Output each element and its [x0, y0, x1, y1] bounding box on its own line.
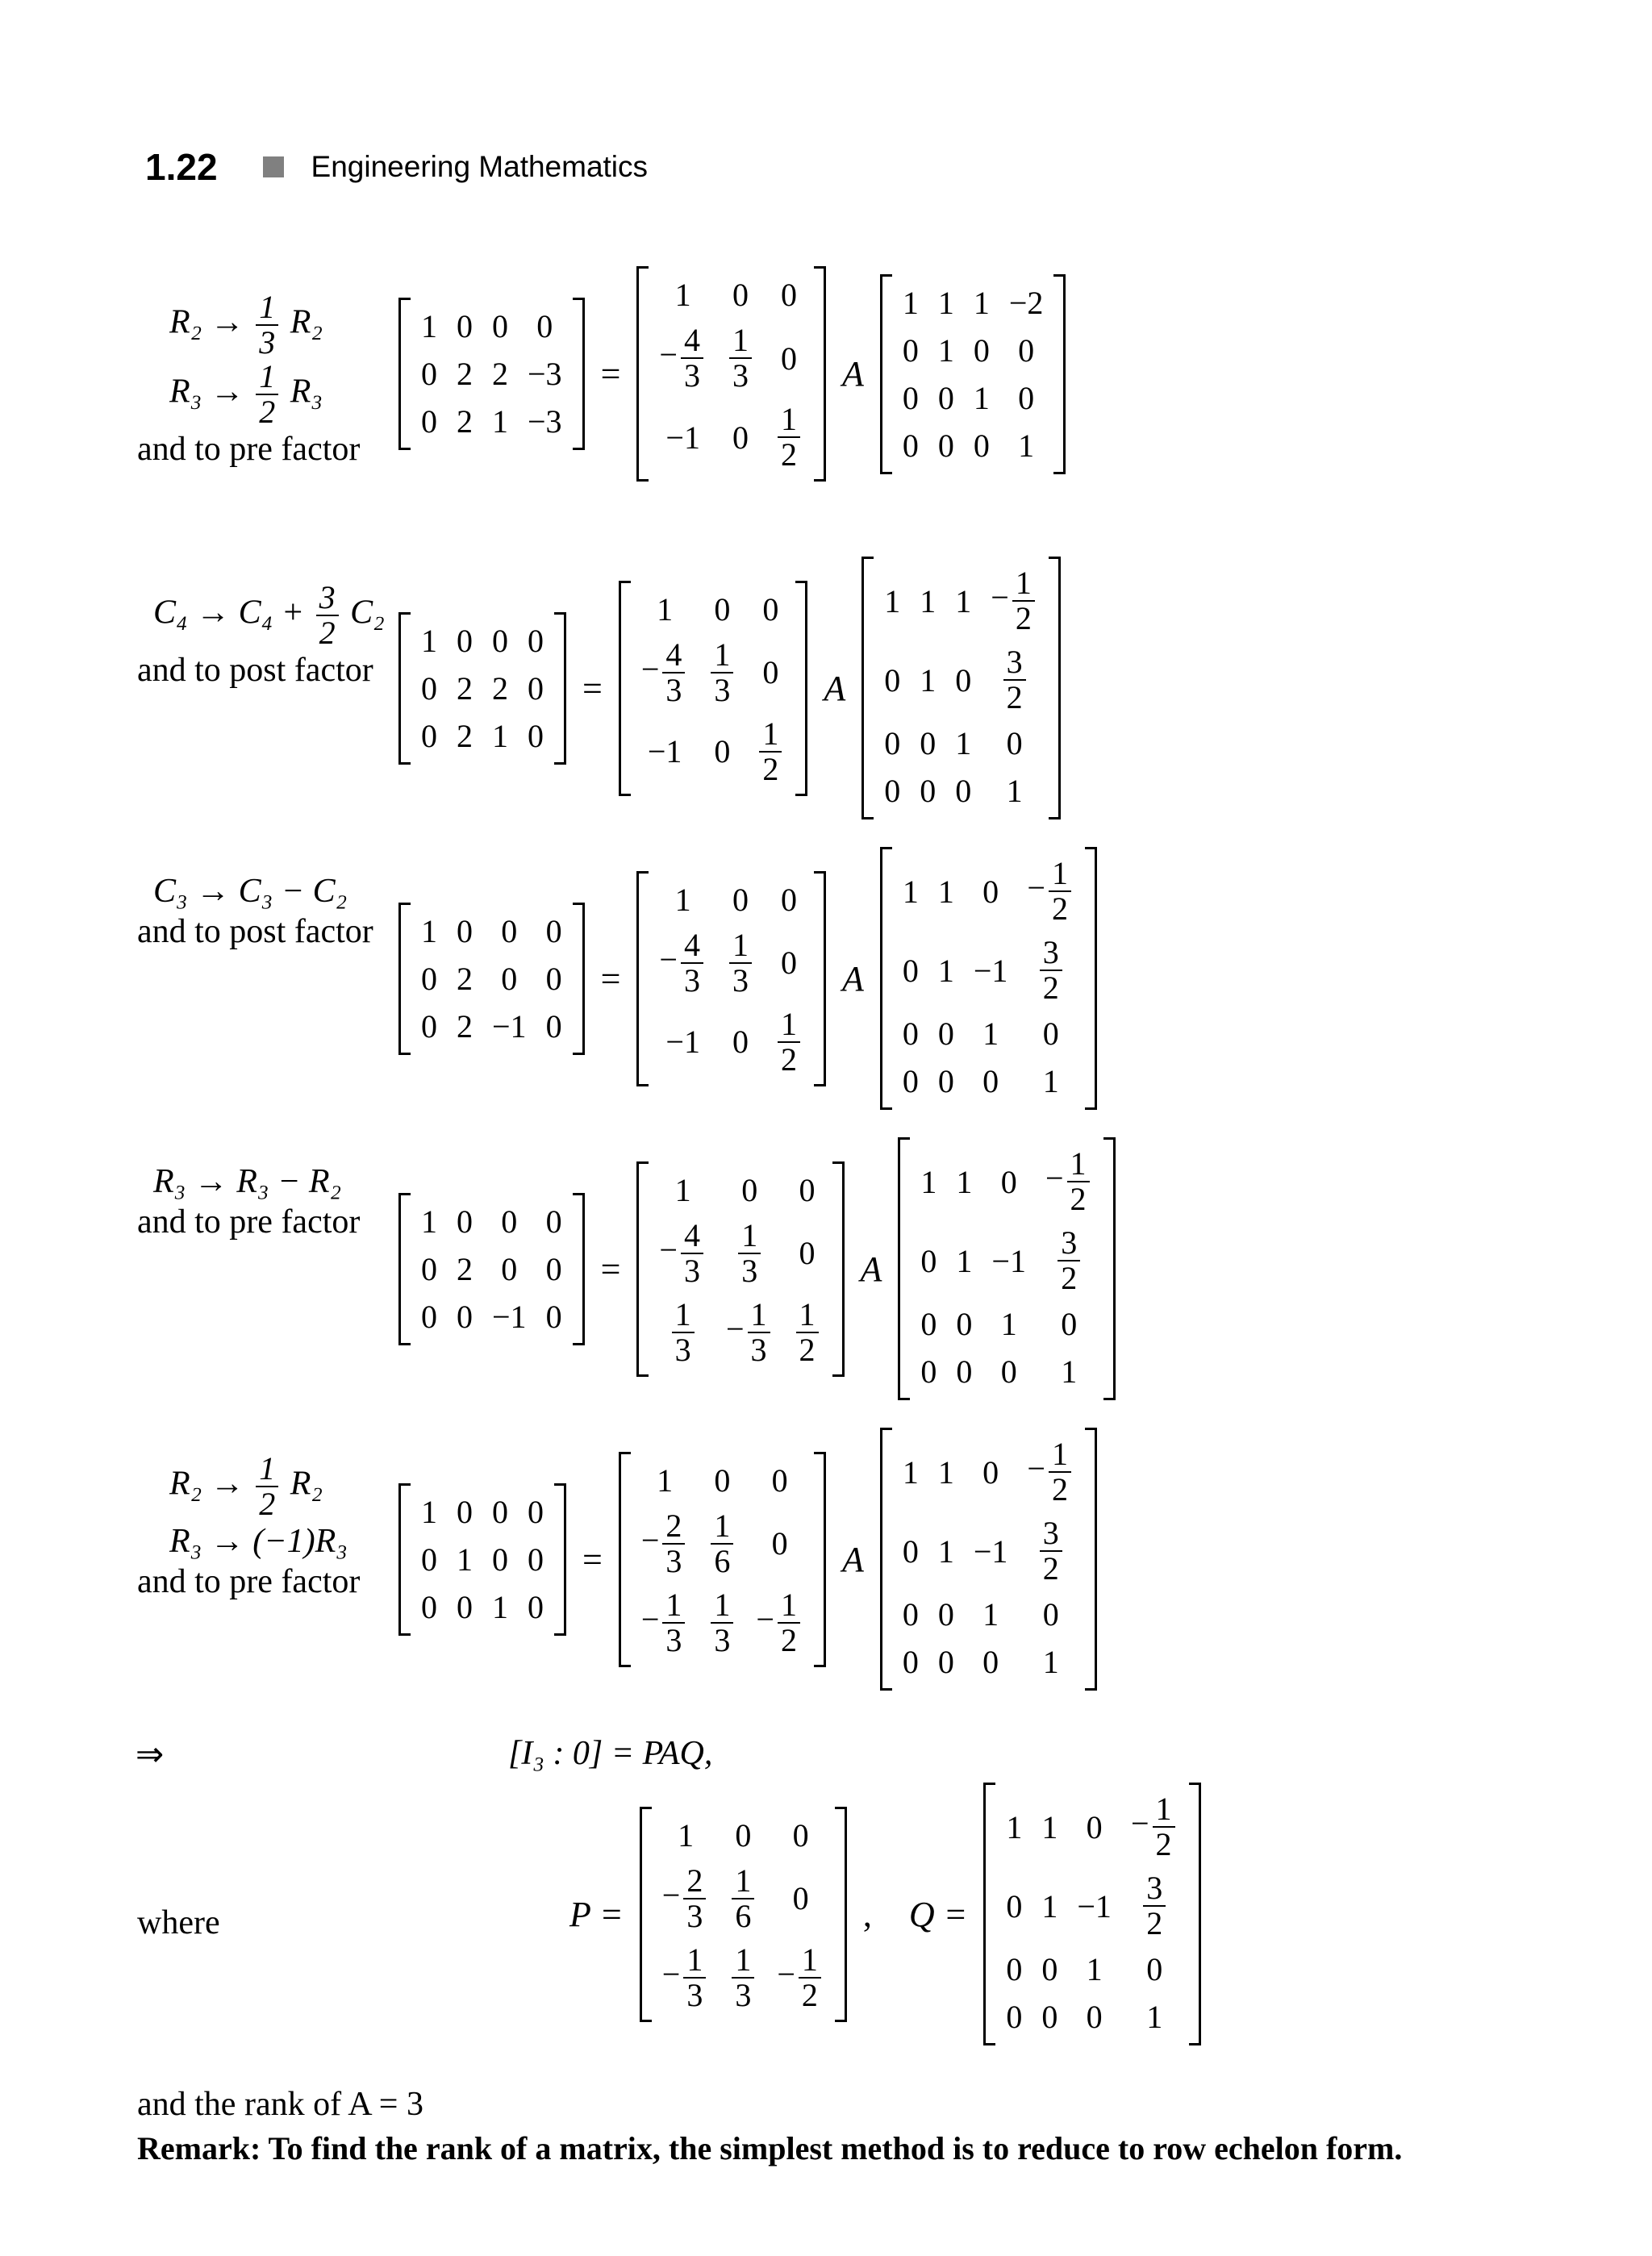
matrix-cell: 0	[1018, 332, 1035, 369]
matrix-cell: 0	[714, 590, 731, 628]
matrix-cell: 1	[956, 1163, 973, 1200]
matrix-cell: 0	[457, 1493, 473, 1530]
matrix-cell: 0	[457, 308, 473, 344]
matrix-cell: $\frac{1}{3}$	[716, 319, 765, 398]
matrix-cell: 0	[762, 590, 779, 628]
p-matrix	[636, 871, 826, 1086]
matrix-cell: 2	[457, 669, 473, 707]
matrix-cell: 0	[732, 881, 749, 918]
matrix-cell: 1	[1041, 1808, 1058, 1845]
matrix-cell: − $\frac{2}{3}$	[632, 1504, 699, 1583]
matrix-cell: −1	[492, 1298, 527, 1335]
matrix-cell: 0	[884, 725, 901, 761]
lhs-matrix	[398, 298, 585, 450]
matrix-cell: $\frac{3}{2}$	[1017, 1512, 1084, 1591]
matrix-cell: 0	[545, 1007, 562, 1045]
matrix-cell: −2	[1008, 284, 1044, 321]
matrix-cell: $\frac{1}{2}$	[765, 398, 813, 477]
matrix-cell: 1	[421, 1203, 437, 1240]
matrix-cell: 1	[421, 308, 437, 344]
q-matrix	[880, 847, 1097, 1110]
matrix-cell: 0	[902, 427, 919, 464]
matrix-cell: 0	[982, 873, 999, 910]
matrix-cell: 0	[1006, 1999, 1023, 2035]
matrix-cell: 2	[492, 669, 508, 707]
matrix-cell: 1	[937, 284, 954, 321]
matrix-cell: 0	[421, 403, 437, 440]
matrix-cell: 0	[1041, 1951, 1058, 1987]
matrix-a-symbol: A	[860, 1249, 882, 1289]
matrix-cell: 0	[1006, 725, 1023, 761]
matrix-cell: 0	[1006, 1887, 1023, 1924]
matrix-cell: 1	[902, 873, 919, 910]
matrix-cell: 1	[457, 1541, 473, 1578]
final-matrices	[565, 1783, 1212, 2045]
final-q-matrix	[983, 1783, 1200, 2045]
matrix-cell: 0	[902, 1596, 919, 1633]
matrix-cell: 0	[421, 669, 437, 707]
matrix-cell: 0	[982, 1453, 999, 1491]
matrix-cell: 0	[920, 773, 937, 809]
matrix-cell: − $\frac{4}{3}$	[649, 319, 716, 398]
matrix-cell: 1	[902, 284, 919, 321]
implies-symbol: ⇒	[136, 1737, 165, 1774]
matrix-cell: 0	[501, 960, 518, 997]
matrix-cell: 0	[884, 773, 901, 809]
step-note: and to pre factor	[137, 1203, 361, 1241]
matrix-cell: − $\frac{1}{2}$	[1017, 852, 1084, 931]
matrix-cell: 0	[902, 379, 919, 416]
matrix-cell: 1	[937, 332, 954, 369]
matrix-cell: $\frac{1}{3}$	[716, 1214, 783, 1293]
matrix-cell: 1	[492, 717, 508, 754]
matrix-cell: −3	[528, 403, 562, 440]
matrix-cell: $\frac{1}{3}$	[649, 1293, 716, 1372]
matrix-cell: 0	[884, 661, 901, 698]
matrix-cell: 1	[937, 873, 954, 910]
matrix-cell: 1	[421, 1493, 437, 1530]
matrix-cell: 0	[528, 717, 544, 754]
remark: Remark: To find the rank of a matrix, the simplest method is to reduce to row echelon form.	[137, 2130, 1403, 2166]
matrix-cell: 0	[545, 1250, 562, 1287]
matrix-cell: − $\frac{1}{2}$	[1121, 1787, 1188, 1866]
matrix-cell: 0	[501, 1203, 518, 1240]
matrix-cell: 0	[528, 1588, 544, 1625]
matrix-cell: 0	[528, 1493, 544, 1530]
matrix-cell: 0	[956, 1306, 973, 1342]
matrix-cell: 0	[732, 277, 749, 313]
matrix-equation	[387, 1137, 1127, 1400]
matrix-cell: 0	[421, 717, 437, 754]
matrix-cell: 0	[771, 1525, 788, 1562]
matrix-cell: 1	[956, 1242, 973, 1279]
p-matrix	[636, 266, 826, 482]
matrix-equation	[387, 266, 1077, 482]
matrix-cell: 0	[902, 952, 919, 989]
where-label: where	[137, 1904, 220, 1941]
matrix-a-symbol: A	[824, 668, 846, 708]
matrix-cell: 0	[457, 1588, 473, 1625]
matrix-cell: $\frac{3}{2}$	[981, 640, 1048, 719]
lhs-matrix	[398, 1193, 585, 1345]
matrix-cell: 1	[674, 277, 691, 313]
matrix-a-symbol: A	[841, 958, 864, 999]
matrix-cell: 1	[982, 1015, 999, 1052]
matrix-cell: 0	[714, 733, 731, 769]
q-matrix	[898, 1137, 1115, 1400]
matrix-cell: 0	[421, 1250, 437, 1287]
matrix-cell: 1	[1086, 1951, 1103, 1987]
matrix-cell: 2	[457, 1007, 473, 1045]
matrix-cell: $\frac{1}{6}$	[719, 1859, 767, 1938]
matrix-cell: 0	[792, 1880, 809, 1916]
matrix-cell: $\frac{3}{2}$	[1017, 931, 1084, 1010]
operation-label: R₂ → $\frac{1}{2}$ R₂ R₃ → (−1)R₃ and to pre factor	[137, 1452, 360, 1603]
matrix-cell: −1	[991, 1242, 1026, 1279]
p-matrix	[636, 1161, 844, 1377]
matrix-cell: 0	[920, 1242, 937, 1279]
matrix-cell: −3	[528, 356, 562, 392]
matrix-cell: $\frac{1}{2}$	[765, 1003, 813, 1082]
matrix-cell: 1	[920, 661, 937, 698]
matrix-cell: 1	[1000, 1306, 1017, 1342]
matrix-cell: $\frac{1}{3}$	[698, 633, 746, 712]
matrix-cell: 1	[955, 725, 972, 761]
matrix-cell: 1	[973, 284, 990, 321]
header-square-icon	[263, 156, 284, 177]
matrix-cell: 0	[955, 773, 972, 809]
matrix-cell: 0	[973, 427, 990, 464]
matrix-equation	[387, 1428, 1108, 1691]
matrix-cell: 0	[732, 1024, 749, 1060]
matrix-cell: 0	[457, 1203, 473, 1240]
matrix-cell: 0	[982, 1644, 999, 1680]
matrix-cell: −1	[1077, 1887, 1112, 1924]
matrix-cell: 1	[982, 1596, 999, 1633]
matrix-cell: 0	[501, 1250, 518, 1287]
matrix-cell: − $\frac{4}{3}$	[649, 924, 716, 1003]
matrix-cell: 1	[492, 403, 508, 440]
matrix-cell: 1	[884, 582, 901, 619]
matrix-cell: 0	[937, 1063, 954, 1099]
matrix-cell: 0	[501, 912, 518, 949]
matrix-cell: 0	[735, 1816, 752, 1854]
matrix-cell: 0	[902, 1015, 919, 1052]
operation-label: C₄ → C₄ + $\frac{3}{2}$ C₂ and to post factor	[137, 581, 385, 690]
matrix-cell: 1	[955, 582, 972, 619]
step-note: and to post factor	[137, 913, 373, 951]
matrix-cell: 0	[492, 308, 508, 344]
matrix-cell: 0	[799, 1171, 816, 1208]
matrix-cell: 0	[714, 1462, 731, 1499]
matrix-cell: 0	[1146, 1951, 1163, 1987]
step-note: and to pre factor	[137, 1563, 361, 1601]
matrix-cell: 0	[792, 1816, 809, 1854]
equals-sign: =	[600, 354, 621, 394]
matrix-cell: 0	[421, 1541, 437, 1578]
matrix-cell: 0	[1086, 1999, 1103, 2035]
matrix-cell: 0	[1006, 1951, 1023, 1987]
matrix-cell: 0	[902, 332, 919, 369]
matrix-cell: 0	[920, 1306, 937, 1342]
step-note: and to post factor	[137, 652, 373, 689]
matrix-cell: 0	[457, 1298, 473, 1335]
lhs-matrix	[398, 612, 566, 765]
matrix-cell: 0	[982, 1063, 999, 1099]
matrix-cell: 0	[528, 622, 544, 659]
matrix-cell: 1	[492, 1588, 508, 1625]
matrix-cell: 2	[492, 356, 508, 392]
rank-statement: and the rank of A = 3	[137, 2086, 423, 2123]
matrix-a-symbol: A	[841, 354, 864, 394]
p-label: P =	[569, 1894, 624, 1934]
matrix-cell: 0	[937, 1596, 954, 1633]
q-matrix	[861, 557, 1061, 819]
matrix-cell: − $\frac{1}{2}$	[1017, 1432, 1084, 1512]
matrix-cell: − $\frac{1}{3}$	[632, 1583, 699, 1662]
matrix-cell: 0	[492, 622, 508, 659]
matrix-cell: 0	[780, 277, 797, 313]
matrix-cell: 0	[1018, 379, 1035, 416]
matrix-cell: 0	[545, 1203, 562, 1240]
matrix-cell: 2	[457, 403, 473, 440]
matrix-cell: 1	[920, 582, 937, 619]
equals-sign: =	[600, 1249, 621, 1289]
q-matrix	[880, 274, 1066, 474]
matrix-cell: − $\frac{1}{2}$	[746, 1583, 813, 1662]
separator: ,	[862, 1894, 872, 1934]
matrix-cell: 0	[492, 1541, 508, 1578]
matrix-cell: 0	[955, 661, 972, 698]
matrix-cell: − $\frac{1}{2}$	[981, 561, 1048, 640]
equals-sign: =	[582, 668, 603, 708]
matrix-cell: −1	[665, 1024, 700, 1060]
matrix-cell: 0	[421, 1588, 437, 1625]
matrix-cell: 0	[536, 308, 553, 344]
matrix-cell: 1	[937, 952, 954, 989]
matrix-cell: 1	[1042, 1063, 1059, 1099]
matrix-cell: − $\frac{1}{3}$	[653, 1938, 720, 2017]
matrix-cell: − $\frac{4}{3}$	[649, 1214, 716, 1293]
matrix-cell: 0	[545, 912, 562, 949]
equals-sign: =	[582, 1539, 603, 1579]
lhs-matrix	[398, 1483, 566, 1636]
matrix-cell: 0	[741, 1171, 758, 1208]
matrix-cell: 0	[457, 912, 473, 949]
operation-label: R₂ → $\frac{1}{3}$ R₂ R₃ → $\frac{1}{2}$ R₃ and to pre factor	[137, 290, 360, 469]
matrix-cell: 0	[937, 1015, 954, 1052]
q-label: Q =	[908, 1894, 968, 1934]
matrix-cell: 0	[1000, 1163, 1017, 1200]
result-equation: [I₃ : 0] = PAQ,	[508, 1735, 713, 1772]
operation-label: R₃ → R₃ − R₂ and to pre factor	[137, 1161, 360, 1243]
matrix-cell: 2	[457, 717, 473, 754]
matrix-cell: 1	[678, 1816, 695, 1854]
matrix-cell: $\frac{3}{2}$	[1036, 1221, 1103, 1300]
matrix-cell: $\frac{1}{2}$	[783, 1293, 832, 1372]
matrix-cell: −1	[973, 1532, 1008, 1570]
page-number: 1.22	[145, 146, 218, 188]
matrix-a-symbol: A	[841, 1539, 864, 1579]
matrix-cell: 2	[457, 960, 473, 997]
matrix-cell: 0	[421, 1298, 437, 1335]
matrix-cell: 0	[545, 1298, 562, 1335]
matrix-cell: 0	[421, 1007, 437, 1045]
matrix-cell: 1	[657, 590, 674, 628]
matrix-cell: 0	[1041, 1999, 1058, 2035]
matrix-cell: 0	[902, 1644, 919, 1680]
matrix-cell: 0	[920, 725, 937, 761]
matrix-cell: 1	[1006, 773, 1023, 809]
matrix-cell: 0	[902, 1532, 919, 1570]
matrix-cell: 1	[421, 912, 437, 949]
matrix-cell: −1	[973, 952, 1008, 989]
matrix-cell: 1	[674, 881, 691, 918]
matrix-cell: $\frac{1}{3}$	[698, 1583, 746, 1662]
q-matrix	[880, 1428, 1097, 1691]
matrix-cell: 0	[902, 1063, 919, 1099]
matrix-cell: − $\frac{2}{3}$	[653, 1859, 720, 1938]
final-p-matrix	[640, 1807, 847, 2022]
matrix-equation	[387, 557, 1072, 819]
matrix-cell: −1	[647, 733, 682, 769]
matrix-cell: 1	[1146, 1999, 1163, 2035]
matrix-cell: 1	[1061, 1353, 1078, 1390]
matrix-cell: − $\frac{1}{2}$	[767, 1938, 834, 2017]
matrix-cell: 0	[762, 654, 779, 690]
matrix-cell: 1	[1042, 1644, 1059, 1680]
matrix-cell: 1	[421, 622, 437, 659]
matrix-cell: 0	[1061, 1306, 1078, 1342]
matrix-cell: − $\frac{1}{3}$	[716, 1293, 783, 1372]
matrix-cell: 0	[732, 419, 749, 456]
matrix-cell: 1	[902, 1453, 919, 1491]
matrix-cell: 0	[528, 1541, 544, 1578]
book-title: Engineering Mathematics	[311, 150, 649, 183]
p-matrix	[619, 1452, 826, 1667]
matrix-equation	[387, 847, 1108, 1110]
matrix-cell: 1	[937, 1453, 954, 1491]
matrix-cell: 0	[956, 1353, 973, 1390]
matrix-cell: 0	[780, 340, 797, 377]
matrix-cell: $\frac{3}{2}$	[1121, 1866, 1188, 1945]
matrix-cell: 0	[920, 1353, 937, 1390]
matrix-cell: 0	[771, 1462, 788, 1499]
matrix-cell: 0	[1042, 1015, 1059, 1052]
operation-label: C₃ → C₃ − C₂ and to post factor	[137, 871, 373, 953]
matrix-cell: − $\frac{4}{3}$	[632, 633, 699, 712]
matrix-cell: $\frac{1}{2}$	[746, 712, 795, 791]
matrix-cell: 1	[973, 379, 990, 416]
matrix-cell: 0	[973, 332, 990, 369]
matrix-cell: 1	[937, 1532, 954, 1570]
matrix-cell: 0	[937, 379, 954, 416]
equals-sign: =	[600, 958, 621, 999]
step-note: and to pre factor	[137, 431, 361, 468]
lhs-matrix	[398, 903, 585, 1055]
page-header	[145, 145, 648, 189]
matrix-cell: 1	[674, 1171, 691, 1208]
matrix-cell: 0	[799, 1235, 816, 1271]
matrix-cell: 1	[657, 1462, 674, 1499]
matrix-cell: 0	[421, 356, 437, 392]
matrix-cell: 0	[457, 622, 473, 659]
matrix-cell: 0	[780, 881, 797, 918]
matrix-cell: $\frac{1}{3}$	[719, 1938, 767, 2017]
matrix-cell: $\frac{1}{6}$	[698, 1504, 746, 1583]
matrix-cell: 0	[528, 669, 544, 707]
matrix-cell: 0	[937, 1644, 954, 1680]
p-matrix	[619, 581, 808, 796]
matrix-cell: 0	[937, 427, 954, 464]
matrix-cell: −1	[492, 1007, 527, 1045]
matrix-cell: 0	[1000, 1353, 1017, 1390]
matrix-cell: 0	[545, 960, 562, 997]
matrix-cell: 0	[780, 945, 797, 981]
matrix-cell: 0	[421, 960, 437, 997]
matrix-cell: 0	[1086, 1808, 1103, 1845]
matrix-cell: 0	[1042, 1596, 1059, 1633]
matrix-cell: 1	[1006, 1808, 1023, 1845]
matrix-cell: −1	[665, 419, 700, 456]
matrix-cell: 2	[457, 356, 473, 392]
matrix-cell: − $\frac{1}{2}$	[1036, 1142, 1103, 1221]
matrix-cell: 1	[1041, 1887, 1058, 1924]
matrix-cell: 1	[920, 1163, 937, 1200]
matrix-cell: $\frac{1}{3}$	[716, 924, 765, 1003]
matrix-cell: 2	[457, 1250, 473, 1287]
matrix-cell: 0	[492, 1493, 508, 1530]
matrix-cell: 1	[1018, 427, 1035, 464]
